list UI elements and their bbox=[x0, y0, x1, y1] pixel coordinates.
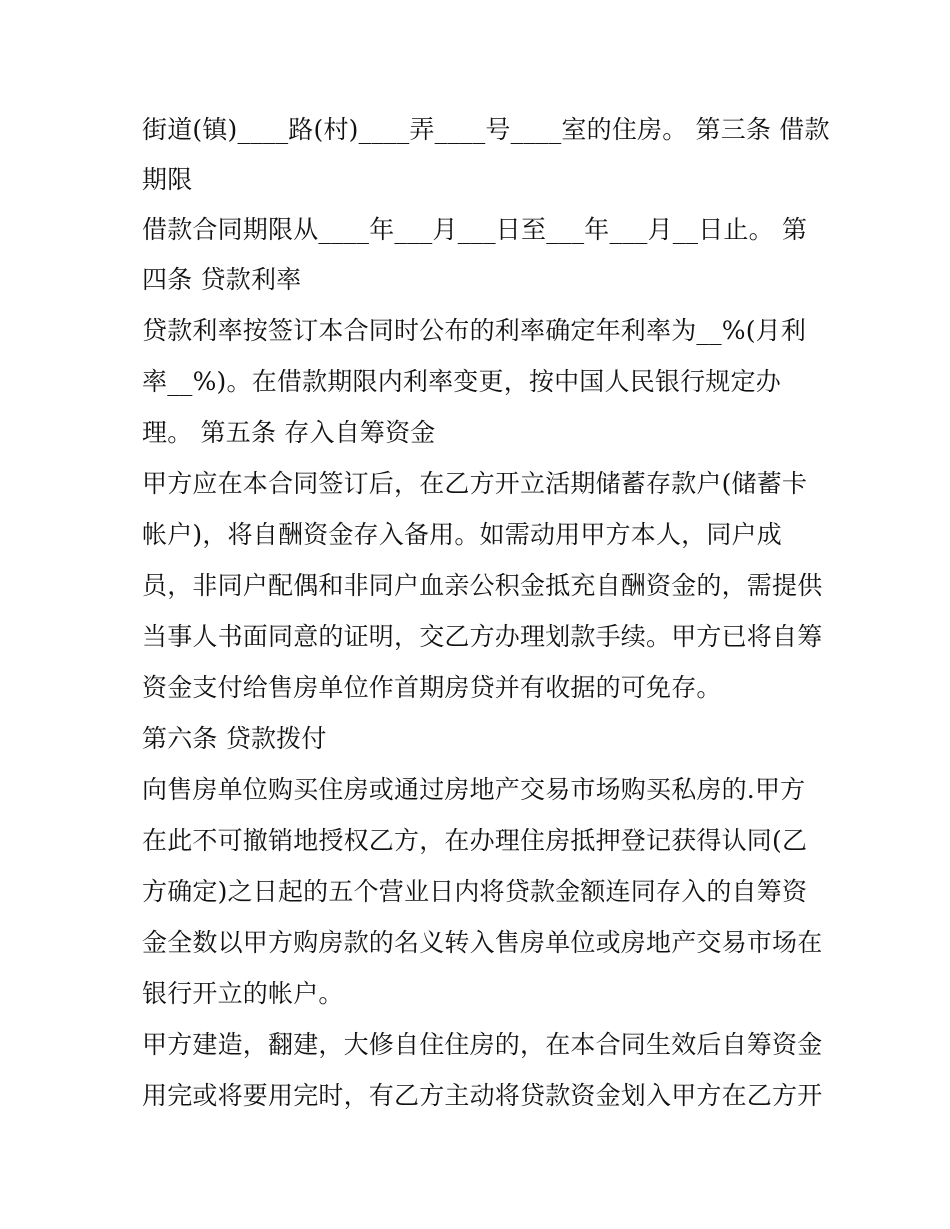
text-line: 借款合同期限从____年___月___日至___年___月__日止。 第 bbox=[142, 215, 808, 244]
text-line: 当事人书面同意的证明，交乙方办理划款手续。甲方已将自筹 bbox=[142, 622, 823, 651]
text-line: 资金支付给售房单位作首期房贷并有收据的可免存。 bbox=[142, 673, 722, 702]
text-line: 四条 贷款利率 bbox=[142, 265, 302, 294]
text-line: 用完或将要用完时，有乙方主动将贷款资金划入甲方在乙方开 bbox=[142, 1081, 823, 1110]
text-line: 率__%)。在借款期限内利率变更，按中国人民银行规定办 bbox=[142, 367, 781, 396]
section-heading: 第六条 贷款拨付 bbox=[142, 724, 327, 753]
text-line: 帐户)，将自酬资金存入备用。如需动用甲方本人，同户成 bbox=[142, 520, 782, 549]
text-line: 期限 bbox=[142, 165, 193, 194]
text-line: 理。 第五条 存入自筹资金 bbox=[142, 418, 436, 447]
text-line: 甲方应在本合同签订后，在乙方开立活期储蓄存款户(储蓄卡 bbox=[142, 469, 808, 498]
text-line: 贷款利率按签订本合同时公布的利率确定年利率为__%(月利 bbox=[142, 316, 807, 345]
text-line: 金全数以甲方购房款的名义转入售房单位或房地产交易市场在 bbox=[142, 928, 823, 957]
text-line: 街道(镇)____路(村)____弄____号____室的住房。 第三条 借款 bbox=[142, 115, 830, 144]
text-line: 方确定)之日起的五个营业日内将贷款金额连同存入的自筹资 bbox=[142, 877, 808, 906]
text-line: 银行开立的帐户。 bbox=[142, 979, 344, 1008]
text-line: 员，非同户配偶和非同户血亲公积金抵充自酬资金的，需提供 bbox=[142, 571, 823, 600]
text-line: 在此不可撤销地授权乙方，在办理住房抵押登记获得认同(乙 bbox=[142, 826, 808, 855]
text-line: 甲方建造，翻建，大修自住住房的，在本合同生效后自筹资金 bbox=[142, 1030, 823, 1059]
text-line: 向售房单位购买住房或通过房地产交易市场购买私房的.甲方 bbox=[142, 775, 806, 804]
